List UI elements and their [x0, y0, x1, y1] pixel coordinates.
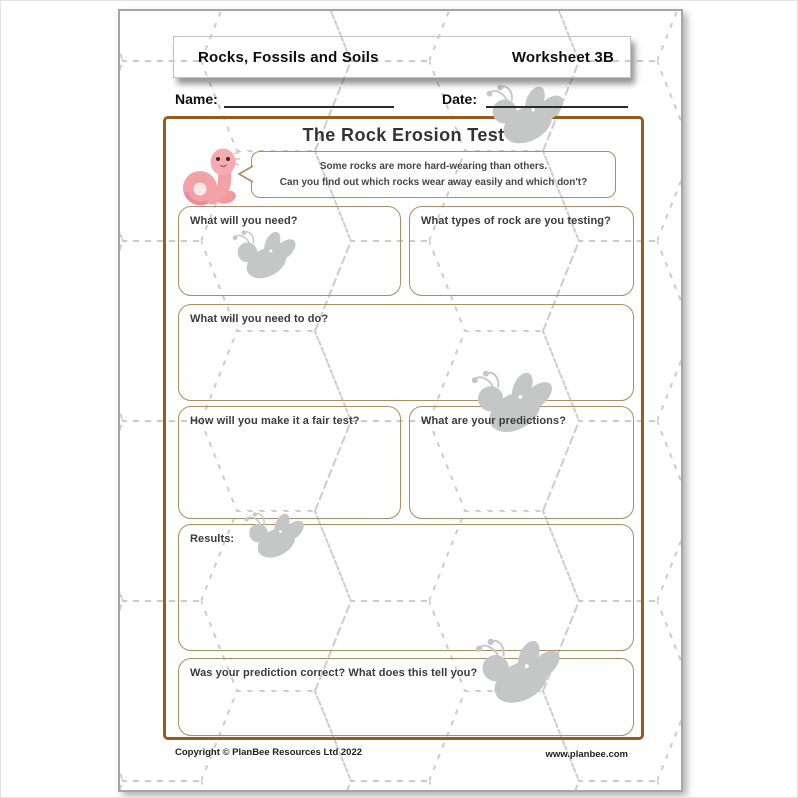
date-field-line — [486, 90, 628, 108]
worksheet-number-label: Worksheet 3B — [511, 48, 614, 66]
name-field-line — [224, 90, 394, 108]
question-label-rock-types: What types of rock are you testing? — [421, 215, 611, 227]
question-label-predictions: What are your predictions? — [421, 415, 567, 427]
question-box-rock-types — [409, 206, 634, 296]
header-bar — [173, 36, 631, 78]
question-label-conclusion: Was your prediction correct? What does this tell you? — [190, 667, 478, 679]
page-title: The Rock Erosion Test — [302, 125, 505, 145]
date-label: Date: — [442, 91, 478, 107]
question-label-method: What will you need to do? — [190, 313, 329, 325]
question-box-results — [178, 524, 634, 651]
worksheet-frame — [163, 116, 644, 740]
copyright-text: Copyright © PlanBee Resources Ltd 2022 — [175, 747, 363, 758]
bee-silhouette-icon — [466, 369, 560, 438]
name-date-row — [120, 91, 685, 115]
question-box-fair-test — [178, 406, 401, 519]
question-box-predictions — [409, 406, 634, 519]
question-box-method — [178, 304, 634, 401]
name-label: Name: — [175, 91, 218, 107]
unit-title: Rocks, Fossils and Soils — [198, 48, 379, 66]
page-footer — [120, 747, 685, 767]
question-label-results: Results: — [190, 533, 235, 545]
website-text: www.planbee.com — [545, 749, 628, 760]
intro-line-1: Some rocks are more hard-wearing than others. — [319, 161, 548, 172]
question-label-fair-test: How will you make it a fair test? — [190, 415, 360, 427]
bee-silhouette-icon — [228, 229, 302, 283]
worm-mascot-icon — [179, 146, 243, 206]
intro-line-2: Can you find out which rocks wear away easily and which don't? — [279, 176, 588, 188]
speech-bubble — [251, 151, 616, 198]
worksheet-page — [118, 9, 683, 792]
question-label-need: What will you need? — [190, 215, 298, 227]
